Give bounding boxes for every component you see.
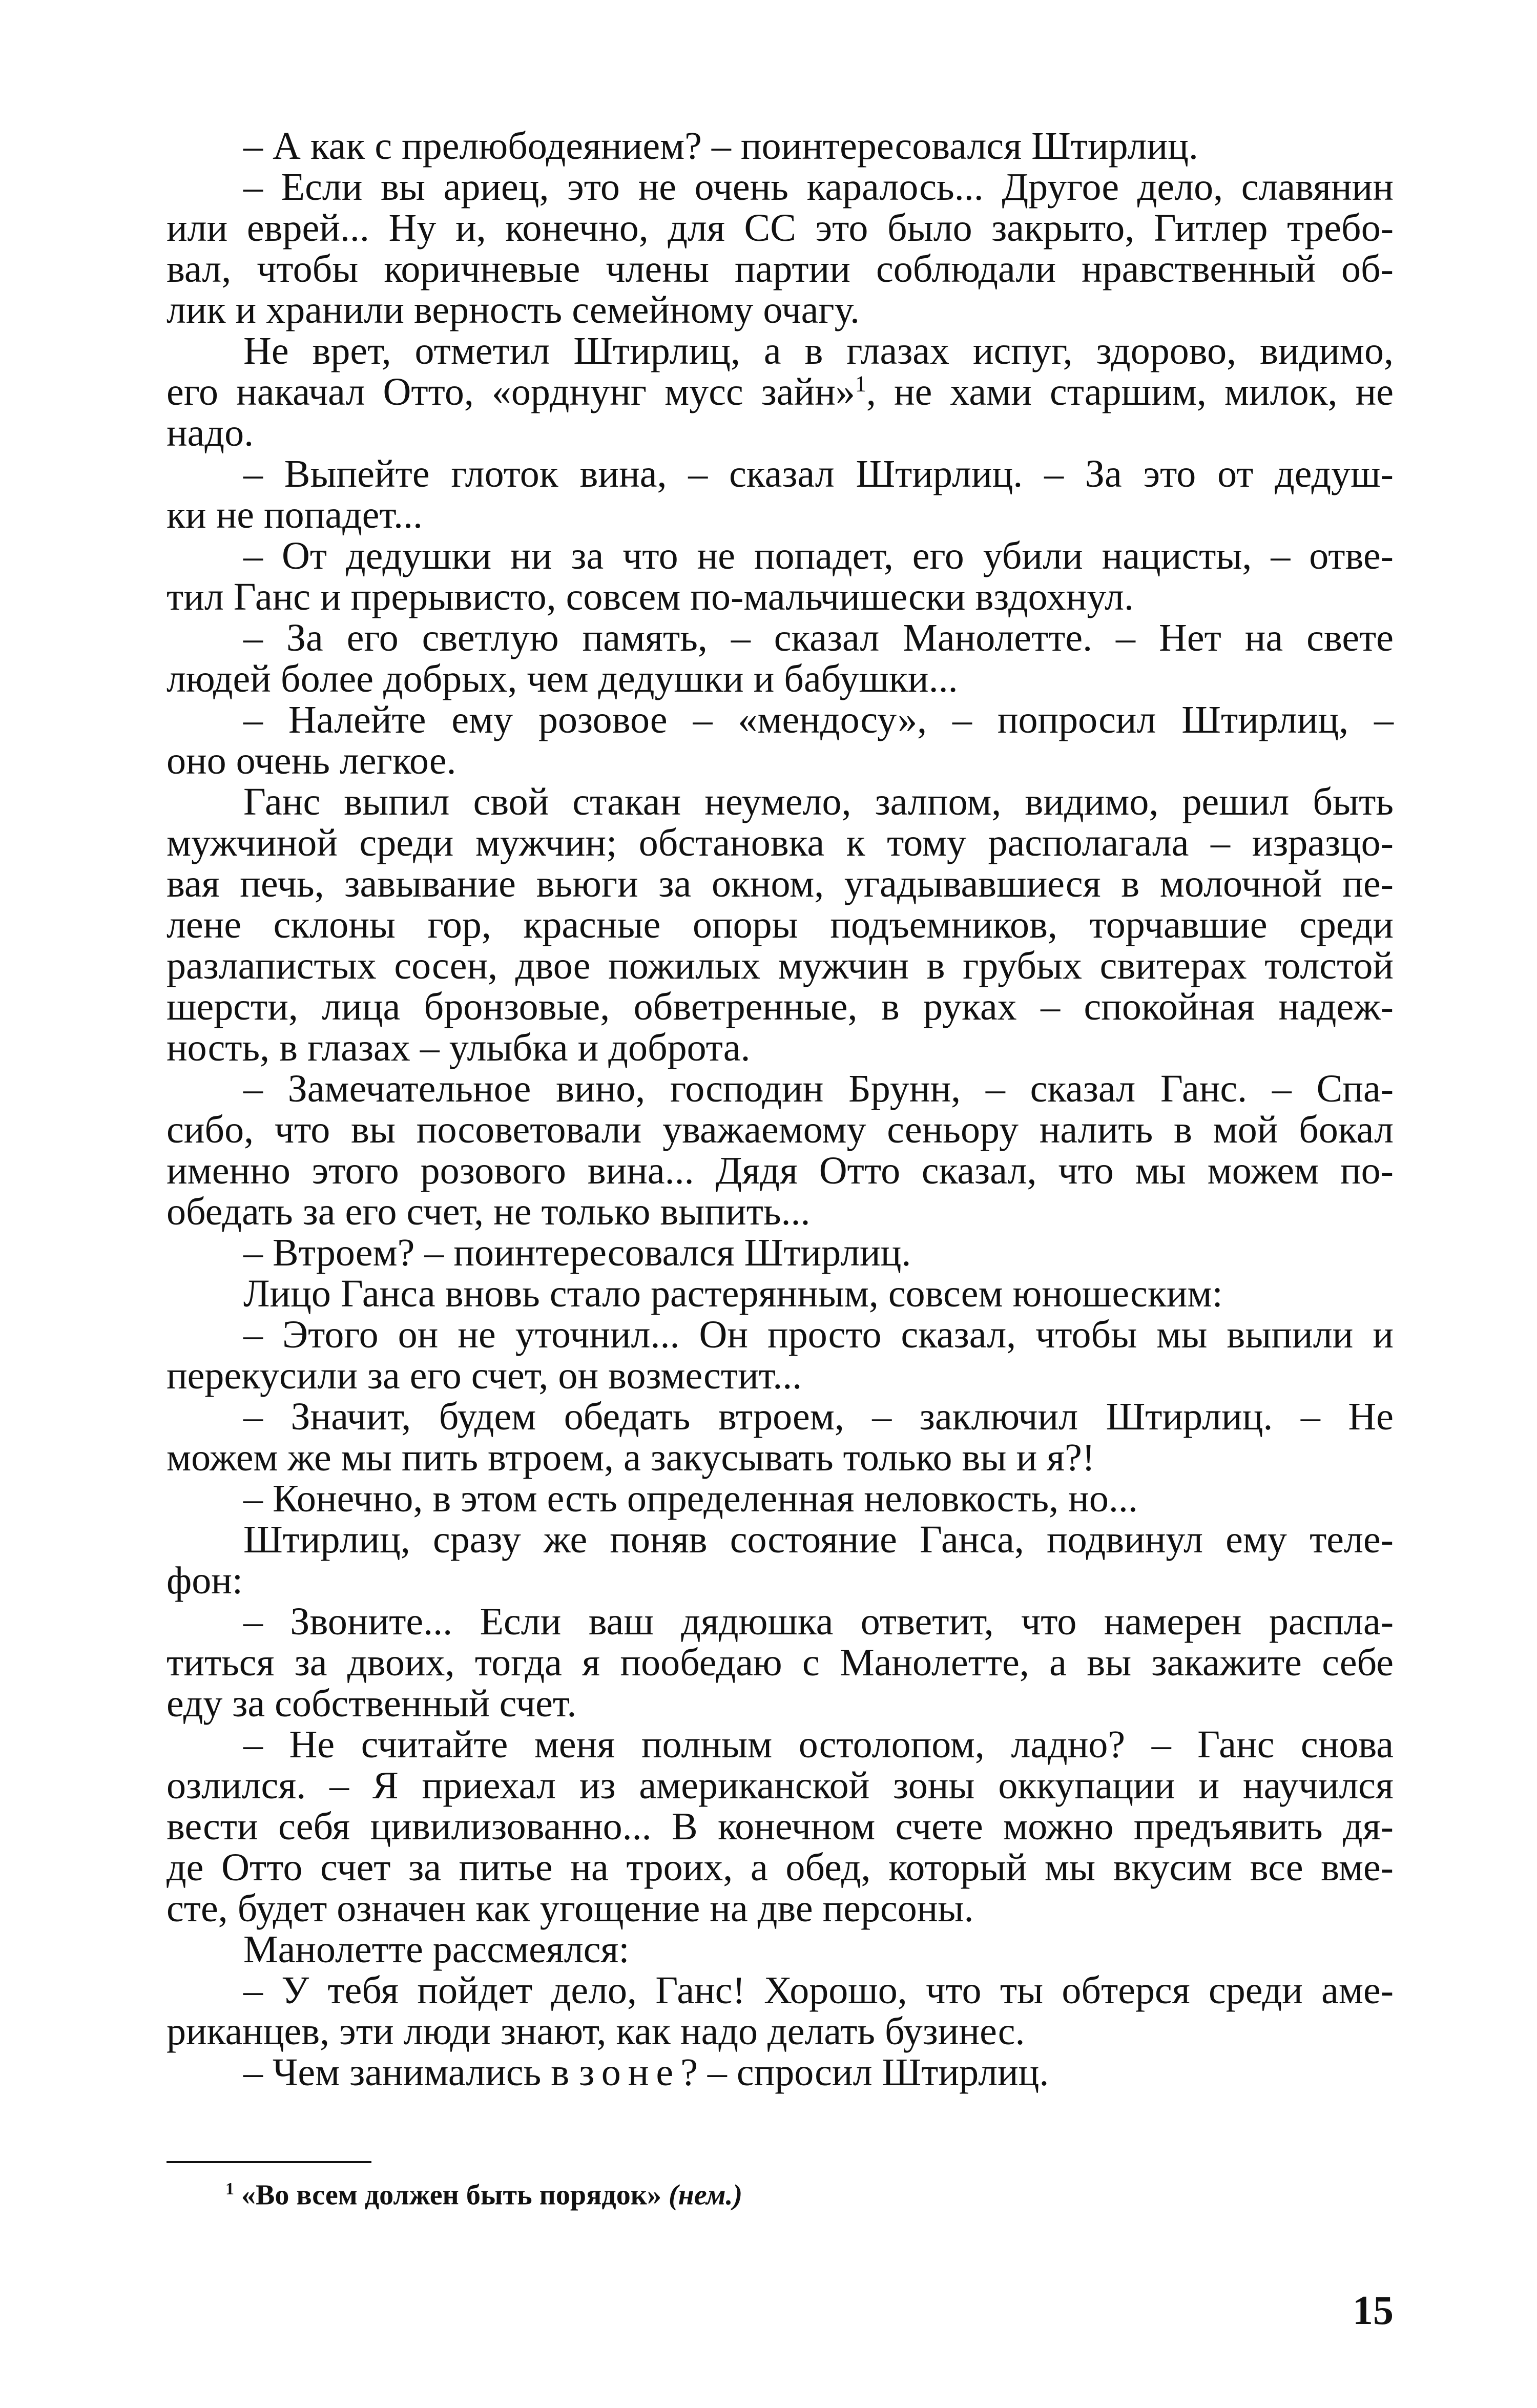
text-line-47: риканцев, эти люди знают, как надо делать бузинес.	[167, 2010, 1025, 2053]
text-line-9: – Выпейте глоток вина, – сказал Штирлиц. – За это от дедуш-	[243, 452, 1394, 495]
text-line-3: или еврей... Ну и, конечно, для СС это было закрыто, Гитлер требо-	[167, 206, 1394, 250]
text-line-25: сибо, что вы посоветовали уважаемому сеньору налить в мой бокал	[167, 1108, 1394, 1151]
text-line-1: – А как с прелюбодеянием? – поинтересовался Штирлиц.	[243, 124, 1198, 168]
text-line-15: – Налейте ему розовое – «мендосу», – попросил Штирлиц, –	[243, 698, 1394, 741]
text-line-31: перекусили за его счет, он возместит...	[167, 1354, 802, 1397]
text-line-41: озлился. – Я приехал из американской зоны оккупации и научился	[167, 1764, 1394, 1807]
text-line-13: – За его светлую память, – сказал Манолетте. – Нет на свете	[243, 616, 1394, 659]
text-line-2: – Если вы ариец, это не очень каралось... Другое дело, славянин	[243, 165, 1394, 209]
text-line-16: оно очень легкое.	[167, 739, 456, 782]
text-line-36: фон:	[167, 1559, 243, 1602]
footnote	[225, 2171, 742, 2213]
text-line-39: еду за собственный счет.	[167, 1682, 577, 1725]
text-line-40: – Не считайте меня полным остолопом, ладно? – Ганс снова	[243, 1723, 1394, 1766]
text-line-38: титься за двоих, тогда я пообедаю с Манолетте, а вы закажите себе	[167, 1641, 1394, 1684]
text-line-33: можем же мы пить втроем, а закусывать только вы и я?!	[167, 1436, 1095, 1479]
text-line-4: вал, чтобы коричневые члены партии соблюдали нравственный об-	[167, 247, 1394, 290]
spaced-emphasis-word: зоне	[579, 2051, 681, 2094]
text-line-21: разлапистых сосен, двое пожилых мужчин в грубых свитерах толстой	[167, 944, 1394, 987]
text-line-22: шерсти, лица бронзовые, обветренные, в руках – спокойная надеж-	[167, 985, 1394, 1028]
text-line-46: – У тебя пойдет дело, Ганс! Хорошо, что ты обтерся среди аме-	[243, 1969, 1394, 2012]
text-line-11: – От дедушки ни за что не попадет, его убили нацисты, – отве-	[243, 534, 1394, 577]
text-line-23: ность, в глазах – улыбка и доброта.	[167, 1026, 751, 1069]
text-line-7-after: , не хами старшим, милок, не	[866, 370, 1394, 413]
text-line-12: тил Ганс и прерывисто, совсем по-мальчишески вздохнул.	[167, 575, 1134, 618]
text-line-29: Лицо Ганса вновь стало растерянным, совсем юношеским:	[243, 1272, 1223, 1315]
text-line-19: вая печь, завывание вьюги за окном, угадывавшиеся в молочной пе-	[167, 862, 1394, 905]
text-line-7-before: его накачал Отто, «орднунг мусс зайн»	[167, 370, 855, 413]
footnote-text: «Во всем должен быть порядок»	[234, 2179, 669, 2211]
text-line-42: вести себя цивилизованно... В конечном счете можно предъявить дя-	[167, 1805, 1394, 1848]
text-line-24: – Замечательное вино, господин Брунн, – сказал Ганс. – Спа-	[243, 1067, 1394, 1110]
text-line-28: – Втроем? – поинтересовался Штирлиц.	[243, 1231, 911, 1274]
text-line-34: – Конечно, в этом есть определенная неловкость, но...	[243, 1477, 1138, 1520]
text-line-48-after: ? – спросил Штирлиц.	[680, 2051, 1049, 2094]
text-line-17: Ганс выпил свой стакан неумело, залпом, видимо, решил быть	[243, 780, 1394, 823]
text-line-30: – Этого он не уточнил... Он просто сказал, чтобы мы выпили и	[243, 1313, 1394, 1356]
text-line-48	[167, 2052, 1394, 2093]
footnote-reference[interactable]: 1	[855, 371, 866, 397]
text-line-10: ки не попадет...	[167, 493, 423, 536]
text-line-5: лик и хранили верность семейному очагу.	[167, 288, 860, 331]
text-line-8: надо.	[167, 411, 254, 454]
text-line-35: Штирлиц, сразу же поняв состояние Ганса, подвинул ему теле-	[243, 1518, 1394, 1561]
text-line-20: лене склоны гор, красные опоры подъемников, торчавшие среди	[167, 903, 1394, 946]
footnote-language-note: (нем.)	[668, 2179, 743, 2211]
footnote-divider	[167, 2161, 371, 2163]
text-line-26: именно этого розового вина... Дядя Отто сказал, что мы можем по-	[167, 1149, 1394, 1192]
text-line-32: – Значит, будем обедать втроем, – заключил Штирлиц. – Не	[243, 1395, 1394, 1438]
page-body	[167, 126, 1394, 2093]
text-line-7	[167, 371, 1394, 412]
text-line-14: людей более добрых, чем дедушки и бабушки...	[167, 657, 958, 700]
text-line-44: сте, будет означен как угощение на две персоны.	[167, 1887, 974, 1930]
text-line-18: мужчиной среди мужчин; обстановка к тому располагала – изразцо-	[167, 821, 1394, 864]
page-number: 15	[1353, 2288, 1394, 2333]
text-line-48-before: – Чем занимались в	[243, 2051, 579, 2094]
text-line-43: де Отто счет за питье на троих, а обед, который мы вкусим все вме-	[167, 1846, 1394, 1889]
text-line-27: обедать за его счет, не только выпить...	[167, 1190, 811, 1233]
footnote-marker: 1	[225, 2179, 234, 2198]
text-line-6: Не врет, отметил Штирлиц, а в глазах испуг, здорово, видимо,	[243, 329, 1394, 372]
text-line-45: Манолетте рассмеялся:	[243, 1928, 630, 1971]
text-line-37: – Звоните... Если ваш дядюшка ответит, что намерен распла-	[243, 1600, 1394, 1643]
